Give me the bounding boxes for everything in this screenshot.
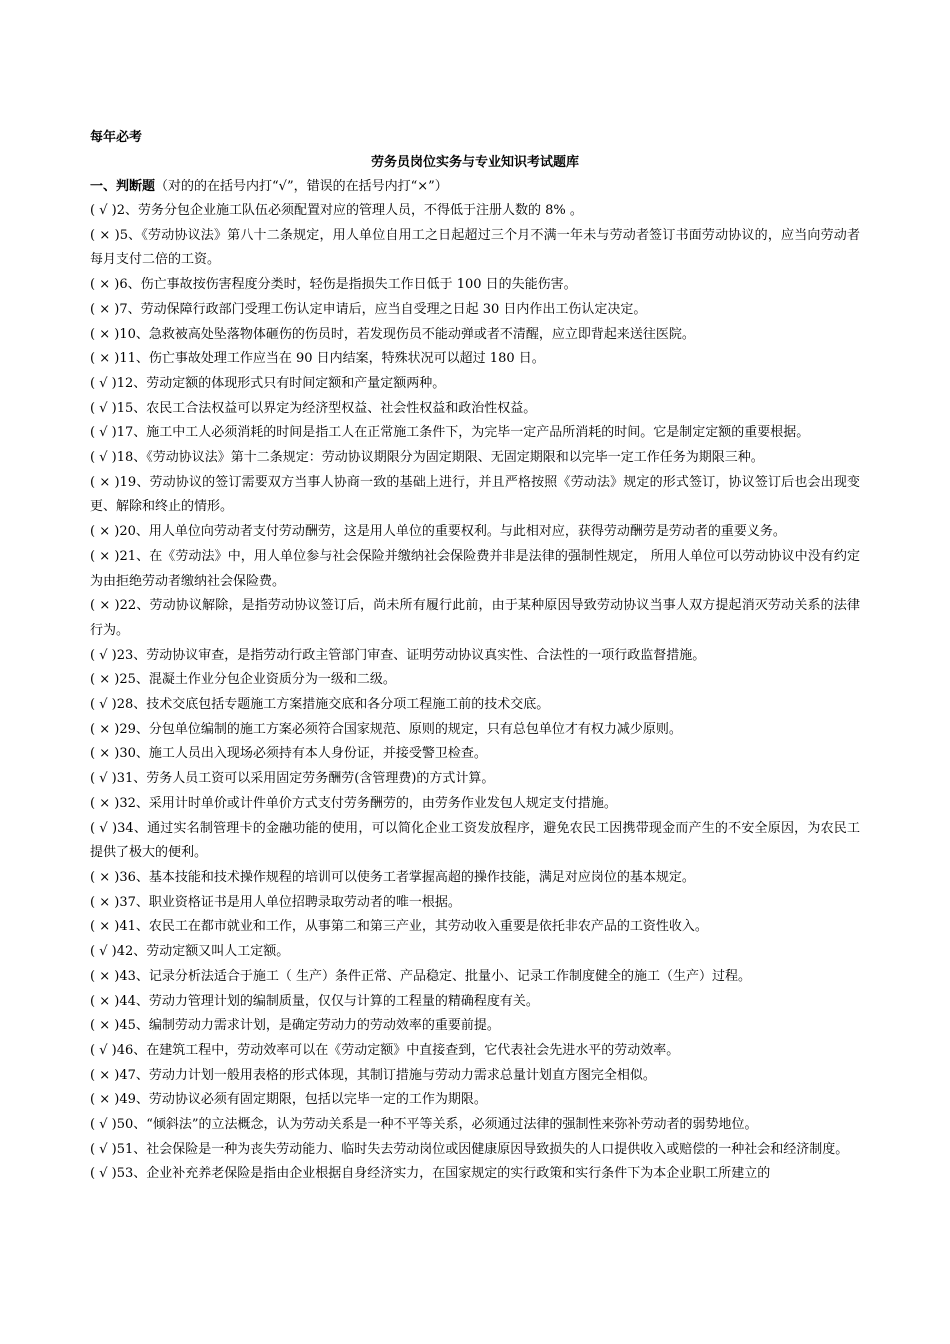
question-text: 18、《劳动协议法》第十二条规定：劳动协议期限分为固定期限、无固定期限和以完毕一定工作任务为期限三种。 bbox=[116, 450, 764, 466]
answer-mark: ( × ) bbox=[90, 894, 120, 910]
answer-mark: ( × ) bbox=[90, 548, 120, 564]
answer-mark: ( √ ) bbox=[90, 697, 117, 713]
question-item bbox=[90, 545, 860, 594]
question-text: 47、劳动力计划一般用表格的形式体现，其制订措施与劳动力需求总量计划直方图完全相似。 bbox=[119, 1067, 656, 1083]
question-text: 34、通过实名制管理卡的金融功能的使用，可以简化企业工资发放程序，避免农民工因携带现金而产生的不安全原因，为农民工提供了极大的便利。 bbox=[90, 820, 860, 861]
question-text: 20、用人单位向劳动者支付劳动酬劳，这是用人单位的重要权利。与此相对应，获得劳动酬劳是劳动者的重要义务。 bbox=[119, 524, 786, 540]
answer-mark: ( × ) bbox=[90, 746, 120, 762]
question-item bbox=[90, 446, 860, 471]
question-item bbox=[90, 1014, 860, 1039]
question-text: 15、农民工合法权益可以界定为经济型权益、社会性权益和政治性权益。 bbox=[116, 400, 537, 416]
answer-mark: ( × ) bbox=[90, 1067, 120, 1083]
question-item bbox=[90, 965, 860, 990]
question-item bbox=[90, 1113, 860, 1138]
question-item bbox=[90, 273, 860, 298]
question-item bbox=[90, 891, 860, 916]
question-text: 31、劳务人员工资可以采用固定劳务酬劳(含管理费)的方式计算。 bbox=[116, 771, 495, 787]
question-text: 50、“倾斜法”的立法概念，认为劳动关系是一种不平等关系，必须通过法律的强制性来弥补劳动者的弱势地位。 bbox=[116, 1117, 758, 1133]
answer-mark: ( √ ) bbox=[90, 1166, 117, 1182]
question-item bbox=[90, 323, 860, 348]
question-item bbox=[90, 1064, 860, 1089]
answer-mark: ( √ ) bbox=[90, 1117, 117, 1133]
question-item bbox=[90, 693, 860, 718]
question-item bbox=[90, 372, 860, 397]
question-text: 51、社会保险是一种为丧失劳动能力、临时失去劳动岗位或因健康原因导致损失的人口提供收入或赔偿的一种社会和经济制度。 bbox=[116, 1141, 849, 1157]
question-text: 25、混凝土作业分包企业资质分为一级和二级。 bbox=[119, 672, 396, 688]
question-text: 7、劳动保障行政部门受理工伤认定申请后，应当自受理之日起 30 日内作出工伤认定决定。 bbox=[119, 301, 647, 317]
question-item bbox=[90, 347, 860, 372]
question-text: 49、劳动协议必须有固定期限，包括以完毕一定的工作为期限。 bbox=[119, 1092, 487, 1108]
question-item bbox=[90, 520, 860, 545]
answer-mark: ( × ) bbox=[90, 351, 120, 367]
question-text: 23、劳动协议审查，是指劳动行政主管部门审查、证明劳动协议真实性、合法性的一项行政监督措施。 bbox=[116, 647, 706, 663]
question-text: 46、在建筑工程中，劳动效率可以在《劳动定额》中直接查到，它代表社会先进水平的劳动效率。 bbox=[116, 1042, 680, 1058]
answer-mark: ( × ) bbox=[90, 968, 120, 984]
question-item bbox=[90, 471, 860, 520]
question-text: 5、《劳动协议法》第八十二条规定，用人单位自用工之日起超过三个月不满一年未与劳动者签订书面劳动协议的，应当向劳动者每月支付二倍的工资。 bbox=[90, 227, 860, 268]
question-text: 19、劳动协议的签订需要双方当事人协商一致的基础上进行，并且严格按照《劳动法》规定的形式签订，协议签订后也会出现变更、解除和终止的情形。 bbox=[90, 474, 860, 515]
header-note: 每年必考 bbox=[90, 130, 143, 145]
answer-mark: ( × ) bbox=[90, 919, 120, 935]
answer-mark: ( × ) bbox=[90, 1092, 120, 1108]
question-text: 30、施工人员出入现场必须持有本人身份证，并接受警卫检查。 bbox=[119, 746, 487, 762]
question-text: 37、职业资格证书是用人单位招聘录取劳动者的唯一根据。 bbox=[119, 894, 461, 910]
section-instruction: （对的的在括号内打“√”，错误的在括号内打“×”） bbox=[155, 179, 448, 194]
answer-mark: ( √ ) bbox=[90, 1141, 117, 1157]
answer-mark: ( × ) bbox=[90, 301, 120, 317]
question-item bbox=[90, 421, 860, 446]
answer-mark: ( √ ) bbox=[90, 1042, 117, 1058]
question-text: 32、采用计时单价或计件单价方式支付劳务酬劳的，由劳务作业发包人规定支付措施。 bbox=[119, 795, 617, 811]
answer-mark: ( √ ) bbox=[90, 203, 117, 218]
answer-mark: ( √ ) bbox=[90, 647, 117, 663]
question-item bbox=[90, 990, 860, 1015]
question-text: 29、分包单位编制的施工方案必须符合国家规范、原则的规定，只有总包单位才有权力减少原则。 bbox=[119, 721, 682, 737]
question-text: 2、劳务分包企业施工队伍必须配置对应的管理人员，不得低于注册人数的 8% 。 bbox=[116, 203, 583, 218]
answer-mark: ( × ) bbox=[90, 524, 120, 540]
answer-mark: ( × ) bbox=[90, 227, 120, 243]
answer-mark: ( √ ) bbox=[90, 375, 117, 391]
question-item bbox=[90, 668, 860, 693]
answer-mark: ( √ ) bbox=[90, 425, 117, 441]
question-text: 45、编制劳动力需求计划，是确定劳动力的劳动效率的重要前提。 bbox=[119, 1018, 500, 1034]
answer-mark: ( × ) bbox=[90, 869, 120, 885]
question-list bbox=[90, 199, 860, 1187]
question-text: 22、劳动协议解除，是指劳动协议签订后，尚未所有履行此前，由于某种原因导致劳动协议当事人双方提起消灭劳动关系的法律行为。 bbox=[90, 598, 860, 638]
question-item bbox=[90, 767, 860, 792]
answer-mark: ( × ) bbox=[90, 326, 120, 342]
question-item bbox=[90, 742, 860, 767]
question-item bbox=[90, 397, 860, 422]
answer-mark: ( √ ) bbox=[90, 820, 118, 836]
question-text: 43、记录分析法适合于施工（ 生产）条件正常、产品稳定、批量小、记录工作制度健全的施工（生产）过程。 bbox=[119, 968, 751, 984]
answer-mark: ( √ ) bbox=[90, 944, 117, 960]
question-text: 12、劳动定额的体现形式只有时间定额和产量定额两种。 bbox=[116, 375, 446, 391]
question-text: 28、技术交底包括专题施工方案措施交底和各分项工程施工前的技术交底。 bbox=[116, 697, 550, 713]
question-item bbox=[90, 718, 860, 743]
answer-mark: ( × ) bbox=[90, 277, 120, 293]
question-text: 6、伤亡事故按伤害程度分类时，轻伤是指损失工作日低于 100 日的失能伤害。 bbox=[119, 277, 577, 293]
question-item bbox=[90, 817, 860, 866]
answer-mark: ( √ ) bbox=[90, 771, 117, 787]
question-text: 42、劳动定额又叫人工定额。 bbox=[116, 944, 290, 960]
answer-mark: ( × ) bbox=[90, 598, 120, 614]
document-title: 劳务员岗位实务与专业知识考试题库 bbox=[370, 155, 579, 170]
answer-mark: ( × ) bbox=[90, 672, 120, 688]
question-item bbox=[90, 644, 860, 669]
question-text: 41、农民工在都市就业和工作，从事第二和第三产业，其劳动收入重要是依托非农产品的工资性收入。 bbox=[119, 919, 708, 935]
question-text: 44、劳动力管理计划的编制质量，仅仅与计算的工程量的精确程度有关。 bbox=[119, 993, 539, 1009]
question-item bbox=[90, 1138, 860, 1163]
answer-mark: ( × ) bbox=[90, 721, 120, 737]
section-number-label: 一、判断题 bbox=[90, 179, 156, 194]
question-text: 17、施工中工人必须消耗的时间是指工人在正常施工条件下，为完毕一定产品所消耗的时间。它是制定定额的重要根据。 bbox=[116, 425, 810, 441]
question-item bbox=[90, 866, 860, 891]
answer-mark: ( × ) bbox=[90, 795, 120, 811]
answer-mark: ( √ ) bbox=[90, 450, 117, 466]
question-item bbox=[90, 224, 860, 273]
question-text: 36、基本技能和技术操作规程的培训可以使务工者掌握高超的操作技能，满足对应岗位的基本规定。 bbox=[119, 869, 695, 885]
question-text: 10、急救被高处坠落物体砸伤的伤员时，若发现伤员不能动弹或者不清醒，应立即背起来送往医院。 bbox=[119, 326, 695, 342]
answer-mark: ( × ) bbox=[90, 474, 120, 490]
section-heading bbox=[90, 176, 448, 198]
question-item bbox=[90, 199, 860, 224]
question-item bbox=[90, 1039, 860, 1064]
question-item bbox=[90, 298, 860, 323]
question-text: 11、伤亡事故处理工作应当在 90 日内结案，特殊状况可以超过 180 日。 bbox=[119, 351, 545, 367]
answer-mark: ( √ ) bbox=[90, 400, 117, 416]
question-item bbox=[90, 792, 860, 817]
answer-mark: ( × ) bbox=[90, 993, 120, 1009]
answer-mark: ( × ) bbox=[90, 1018, 120, 1034]
question-item bbox=[90, 915, 860, 940]
question-item bbox=[90, 940, 860, 965]
question-item bbox=[90, 1088, 860, 1113]
question-text: 53、企业补充养老保险是指由企业根据自身经济实力，在国家规定的实行政策和实行条件下为本企业职工所建立的 bbox=[116, 1166, 771, 1182]
question-text: 21、在《劳动法》中，用人单位参与社会保险并缴纳社会保险费并非是法律的强制性规定， 所用人单位可以劳动协议中没有约定为由拒绝劳动者缴纳社会保险费。 bbox=[90, 548, 860, 589]
question-item bbox=[90, 1162, 860, 1187]
question-item bbox=[90, 594, 860, 643]
